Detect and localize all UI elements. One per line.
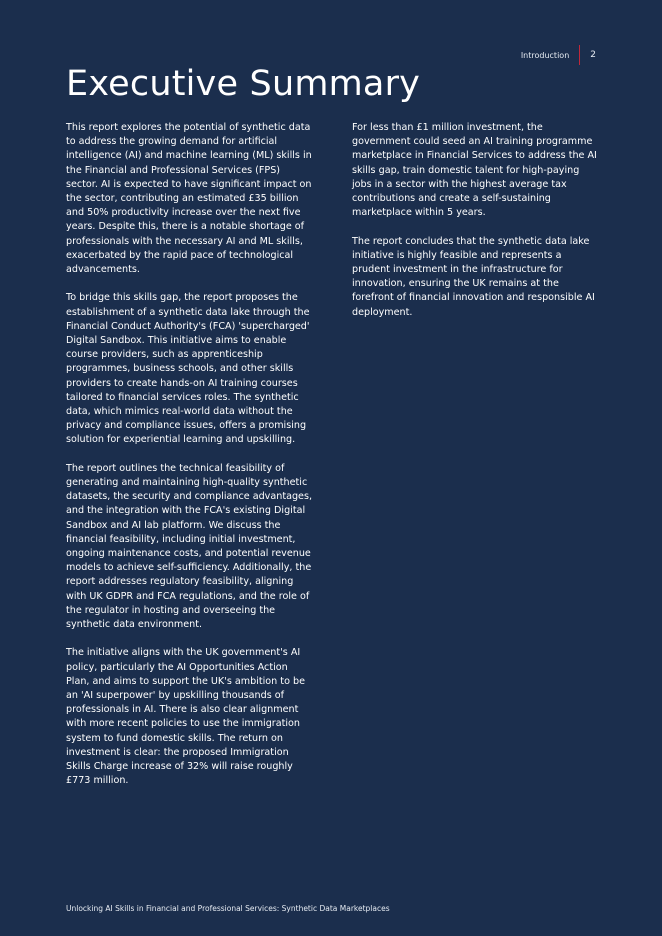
header-divider xyxy=(579,45,580,65)
paragraph: The report outlines the technical feasibility of generating and maintaining high-quality synthetic datasets, the security and compliance advantages, and the integration with the FCA's existing Digital Sandbox and AI lab platform. We discuss the financial feasibility, including initial investment, ongoing maintenance costs, and potential revenue models to achieve self-sufficiency. Additionally, the report addresses regulatory feasibility, aligning with UK GDPR and FCA regulations, and the role of the regulator in hosting and overseeing the synthetic data environment. xyxy=(66,462,312,631)
page-number: 2 xyxy=(590,50,596,60)
page-footer: Unlocking AI Skills in Financial and Professional Services: Synthetic Data Marketplaces xyxy=(66,904,390,913)
paragraph: The report concludes that the synthetic data lake initiative is highly feasible and represents a prudent investment in the infrastructure for innovation, ensuring the UK remains at the forefront of financial innovation and responsible AI deployment. xyxy=(352,235,595,318)
paragraph: To bridge this skills gap, the report proposes the establishment of a synthetic data lake through the Financial Conduct Authority's (FCA) 'supercharged' Digital Sandbox. This initiative aims to enable course providers, such as apprenticeship programmes, business schools, and other skills providers to create hands-on AI training courses tailored to financial services roles. The synthetic data, which mimics real-world data without the privacy and compliance issues, offers a promising solution for experiential learning and upskilling. xyxy=(66,292,310,446)
right-column xyxy=(352,121,600,334)
paragraph: For less than £1 million investment, the government could seed an AI training programme marketplace in Financial Services to address the AI skills gap, train domestic talent for high-paying jobs in a sector with the highest average tax contributions and create a self-sustaining marketplace within 5 years. xyxy=(352,122,597,219)
running-header xyxy=(521,45,596,65)
paragraph: The initiative aligns with the UK government's AI policy, particularly the AI Opportunities Action Plan, and aims to support the UK's ambition to be an 'AI superpower' by upskilling thousands of professionals in AI. There is also clear alignment with more recent policies to use the immigration system to fund domestic skills. The return on investment is clear: the proposed Immigration Skills Charge increase of 32% will raise roughly £773 million. xyxy=(66,647,305,787)
paragraph: This report explores the potential of synthetic data to address the growing demand for artificial intelligence (AI) and machine learning (ML) skills in the Financial and Professional Services (FPS) sector. AI is expected to have significant impact on the sector, contributing an estimated £35 billion and 50% productivity increase over the next five years. Despite this, there is a notable shortage of professionals with the necessary AI and ML skills, exacerbated by the rapid pace of technological advancements. xyxy=(66,122,312,276)
section-label: Introduction xyxy=(520,50,570,60)
page-title: Executive Summary xyxy=(66,64,421,104)
left-column xyxy=(66,121,314,803)
